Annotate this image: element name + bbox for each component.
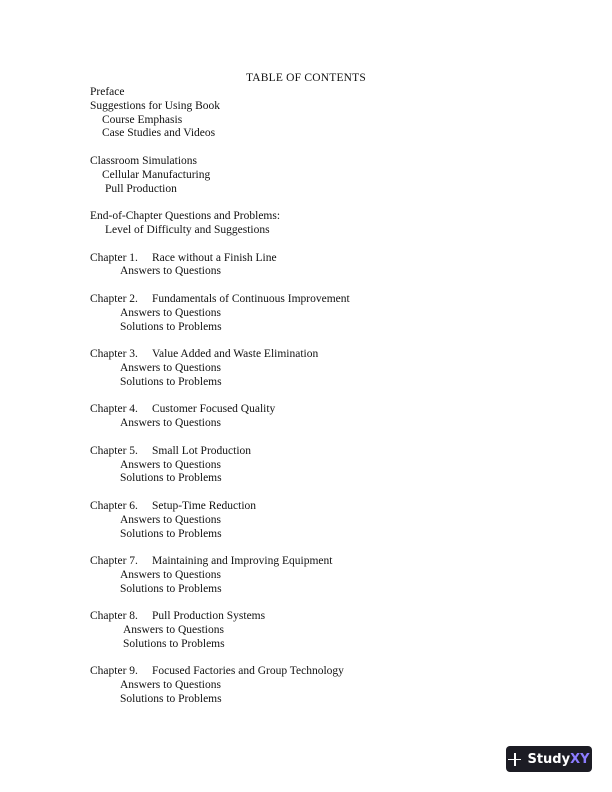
chapter-subsection: Answers to Questions: [120, 361, 221, 374]
chapter-title: Maintaining and Improving Equipment: [152, 555, 333, 568]
watermark-part1: Study: [527, 751, 571, 767]
toc-cellular-manufacturing: Cellular Manufacturing: [102, 168, 211, 181]
chapter-number: Chapter 8.: [90, 610, 138, 623]
chapter-subsection: Solutions to Problems: [123, 637, 225, 650]
toc-pull-production: Pull Production: [105, 182, 177, 195]
chapter-subsection: Solutions to Problems: [120, 320, 222, 333]
chapter-number: Chapter 7.: [90, 555, 138, 568]
chapter-heading: [90, 665, 570, 679]
chapter-title: Small Lot Production: [152, 444, 252, 457]
chapter-subsection: Answers to Questions: [120, 513, 221, 526]
chapter-heading: [90, 445, 570, 459]
chapter-heading: [90, 403, 570, 417]
toc-classroom-simulations: Classroom Simulations: [90, 154, 198, 167]
chapter-list: [90, 252, 570, 707]
chapter-number: Chapter 2.: [90, 292, 138, 305]
chapter-title: Setup-Time Reduction: [152, 499, 257, 512]
chapter-heading: [90, 293, 570, 307]
toc-case-studies: Case Studies and Videos: [102, 127, 216, 140]
studyxy-watermark: [506, 746, 592, 772]
chapter-title: Focused Factories and Group Technology: [152, 665, 344, 678]
chapter-number: Chapter 5.: [90, 444, 138, 457]
toc-level-of-difficulty: Level of Difficulty and Suggestions: [105, 223, 270, 236]
plus-icon: [508, 753, 521, 766]
chapter-subsection: Solutions to Problems: [120, 472, 222, 485]
chapter-subsection: Answers to Questions: [120, 679, 221, 692]
chapter-number: Chapter 9.: [90, 665, 138, 678]
chapter-subsection: Answers to Questions: [120, 306, 221, 319]
toc-preface: Preface: [90, 86, 125, 98]
chapter-heading: [90, 348, 570, 362]
chapter-subsection: Solutions to Problems: [120, 375, 222, 388]
chapter-subsection: Answers to Questions: [120, 458, 221, 471]
chapter-number: Chapter 1.: [90, 251, 138, 264]
chapter-heading: [90, 610, 570, 624]
chapter-subsection: Answers to Questions: [120, 417, 221, 430]
chapter-number: Chapter 3.: [90, 348, 138, 361]
chapter-subsection: Solutions to Problems: [120, 693, 222, 706]
toc-course-emphasis: Course Emphasis: [102, 113, 183, 126]
chapter-heading: [90, 555, 570, 569]
chapter-number: Chapter 4.: [90, 403, 138, 416]
chapter-number: Chapter 6.: [90, 499, 138, 512]
chapter-subsection: Solutions to Problems: [120, 582, 222, 595]
chapter-subsection: Answers to Questions: [120, 568, 221, 581]
chapter-subsection: Answers to Questions: [123, 624, 224, 637]
chapter-subsection: Answers to Questions: [120, 265, 221, 278]
watermark-part2: XY: [570, 751, 590, 767]
chapter-heading: [90, 252, 570, 266]
chapter-title: Value Added and Waste Elimination: [152, 348, 319, 361]
chapter-subsection: Solutions to Problems: [120, 527, 222, 540]
chapter-title: Pull Production Systems: [152, 610, 266, 623]
chapter-heading: [90, 500, 570, 514]
page-title: TABLE OF CONTENTS: [245, 72, 367, 84]
toc-suggestions: Suggestions for Using Book: [90, 99, 221, 112]
toc-end-of-chapter: End-of-Chapter Questions and Problems:: [90, 210, 281, 223]
chapter-title: Fundamentals of Continuous Improvement: [152, 292, 350, 305]
table-of-contents: [90, 86, 570, 707]
chapter-title: Race without a Finish Line: [152, 251, 277, 264]
chapter-title: Customer Focused Quality: [152, 403, 276, 416]
